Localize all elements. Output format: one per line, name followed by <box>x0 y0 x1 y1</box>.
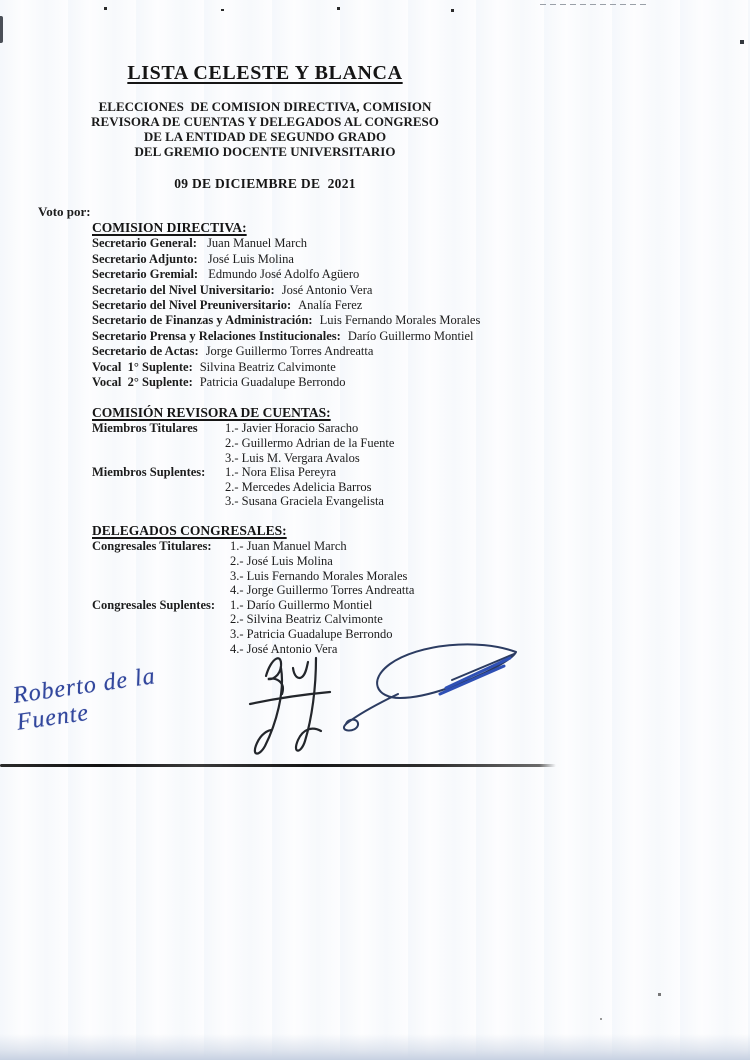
signature-handwritten-name: Roberto de la Fuente <box>11 662 165 736</box>
scan-artifact-dot <box>337 7 340 10</box>
delegate-name: 3.- Patricia Guadalupe Berrondo <box>230 626 393 641</box>
delegate-row <box>92 598 414 613</box>
role-value: Luis Fernando Morales Morales <box>319 313 481 328</box>
section-heading: DELEGADOS CONGRESALES: <box>92 523 287 538</box>
document-date: 09 DE DICIEMBRE DE 2021 <box>174 176 356 191</box>
role-label: Vocal 2° Suplente: <box>92 375 193 390</box>
subtitle-line: DE LA ENTIDAD DE SEGUNDO GRADO <box>143 129 387 144</box>
member-name: 3.- Luis M. Vergara Avalos <box>225 450 360 465</box>
scan-artifact-dot <box>451 9 454 12</box>
directiva-row <box>92 236 480 251</box>
delegate-name: 2.- Silvina Beatriz Calvimonte <box>230 612 383 627</box>
scan-divider-line <box>0 764 556 767</box>
delegate-name: 1.- Darío Guillermo Montiel <box>230 597 373 612</box>
role-label: Secretario de Finanzas y Administración: <box>92 313 313 328</box>
delegate-row <box>92 554 414 569</box>
directiva-row <box>92 360 480 375</box>
member-name: 2.- Mercedes Adelicia Barros <box>225 479 372 494</box>
role-label: Secretario General: <box>92 236 197 251</box>
role-value: Darío Guillermo Montiel <box>347 328 474 343</box>
member-row <box>92 451 394 466</box>
section-comision-directiva <box>92 220 480 390</box>
scan-artifact-dot <box>658 993 661 996</box>
member-name: 3.- Susana Graciela Evangelista <box>225 494 384 509</box>
role-value: Edmundo José Adolfo Agüero <box>205 267 360 282</box>
member-row <box>92 436 394 451</box>
role-value: José Antonio Vera <box>281 282 373 297</box>
directiva-row <box>92 344 480 359</box>
member-row <box>92 465 394 480</box>
delegate-row <box>92 569 414 584</box>
directiva-row <box>92 252 480 267</box>
delegate-row <box>92 583 414 598</box>
directiva-row <box>92 329 480 344</box>
section-comision-revisora <box>92 405 394 509</box>
delegate-name: 2.- José Luis Molina <box>230 554 333 568</box>
delegate-group-label: Congresales Suplentes: <box>92 597 216 612</box>
scan-artifact-edge-mark <box>0 16 3 43</box>
role-value: Jorge Guillermo Torres Andreatta <box>205 344 374 359</box>
role-label: Secretario Gremial: <box>92 267 199 282</box>
role-value: José Luis Molina <box>204 251 294 266</box>
document-header <box>85 62 445 192</box>
delegate-name: 4.- José Antonio Vera <box>230 641 338 656</box>
subtitle-line: DEL GREMIO DOCENTE UNIVERSITARIO <box>134 144 396 159</box>
signature-center-ink <box>238 646 333 764</box>
role-value: Patricia Guadalupe Berrondo <box>199 375 346 390</box>
role-value: Silvina Beatriz Calvimonte <box>199 359 336 374</box>
directiva-row <box>92 298 480 313</box>
scan-bottom-edge-band <box>0 1034 750 1060</box>
member-row <box>92 494 394 509</box>
section-heading: COMISIÓN REVISORA DE CUENTAS: <box>92 405 331 420</box>
delegate-name: 1.- Juan Manuel March <box>230 539 347 554</box>
section-heading: COMISION DIRECTIVA: <box>92 220 247 235</box>
directiva-row <box>92 313 480 328</box>
member-row <box>92 421 394 436</box>
subtitle-line: REVISORA DE CUENTAS Y DELEGADOS AL CONGRESO <box>91 114 439 129</box>
document-title: LISTA CELESTE Y BLANCA <box>127 62 403 84</box>
scan-artifact-dot <box>221 9 224 11</box>
member-name: 1.- Nora Elisa Pereyra <box>225 465 337 480</box>
role-label: Secretario de Actas: <box>92 344 199 359</box>
member-group-label: Miembros Suplentes: <box>92 465 206 480</box>
delegate-name: 3.- Luis Fernando Morales Morales <box>230 568 408 583</box>
member-group-label: Miembros Titulares <box>92 421 198 436</box>
directiva-row <box>92 283 480 298</box>
delegate-row <box>92 612 414 627</box>
role-value: Juan Manuel March <box>203 236 308 251</box>
member-name: 2.- Guillermo Adrian de la Fuente <box>225 436 395 450</box>
directiva-row <box>92 375 480 390</box>
delegate-name: 4.- Jorge Guillermo Torres Andreatta <box>230 583 415 598</box>
role-label: Secretario del Nivel Universitario: <box>92 282 275 297</box>
role-label: Secretario del Nivel Preuniversitario: <box>92 298 292 313</box>
scan-artifact-dot <box>104 7 107 10</box>
directiva-row <box>92 267 480 282</box>
delegate-row <box>92 539 414 554</box>
vote-for-label: Voto por: <box>38 204 91 219</box>
subtitle-line: ELECCIONES DE COMISION DIRECTIVA, COMISION <box>98 99 432 114</box>
scan-artifact-dashed-line <box>540 4 646 5</box>
role-label: Vocal 1° Suplente: <box>92 359 193 374</box>
scan-artifact-dot <box>600 1018 602 1020</box>
scan-artifact-dot <box>740 40 744 44</box>
document-subtitle <box>85 99 445 159</box>
signature-right-ink <box>328 636 528 736</box>
role-label: Secretario Prensa y Relaciones Institucionales: <box>92 328 341 343</box>
member-row <box>92 480 394 495</box>
delegate-group-label: Congresales Titulares: <box>92 539 212 554</box>
member-name: 1.- Javier Horacio Saracho <box>225 421 359 436</box>
role-value: Analía Ferez <box>298 298 363 313</box>
role-label: Secretario Adjunto: <box>92 251 198 266</box>
